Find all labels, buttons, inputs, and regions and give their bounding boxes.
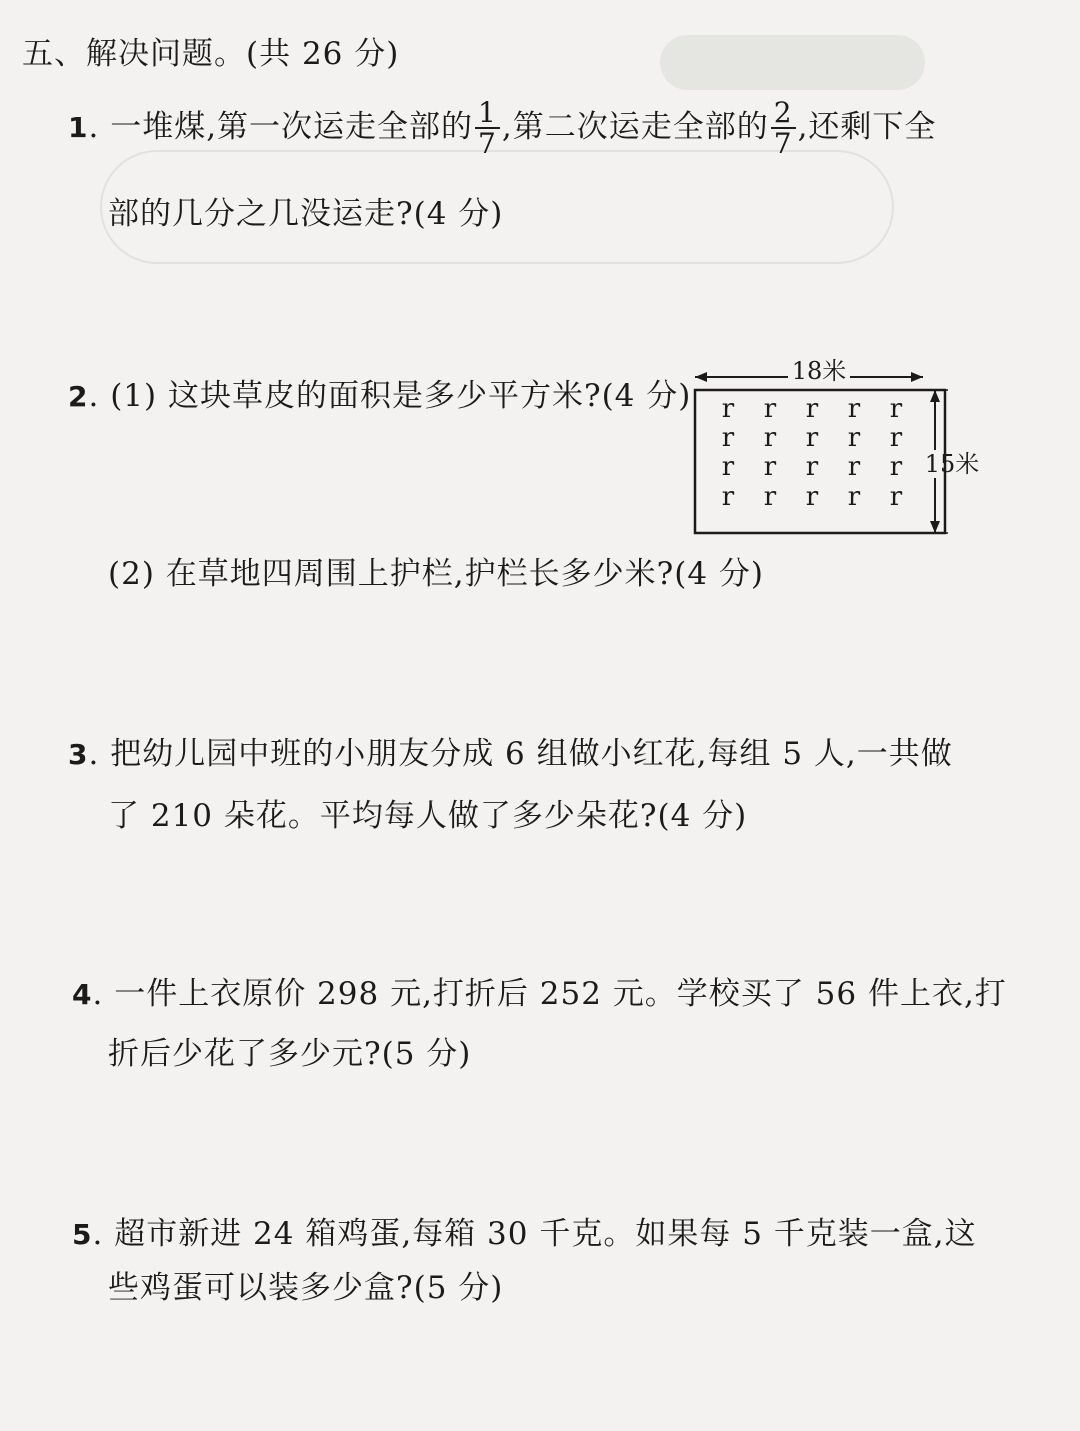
grass-pattern bbox=[722, 394, 903, 512]
section-title: 五、解决问题。(共 26 分) bbox=[22, 36, 400, 72]
grass-mark: r bbox=[763, 394, 777, 424]
problem-2-number: 2 bbox=[68, 380, 89, 413]
grass-mark: r bbox=[847, 394, 861, 424]
problem-3-number: 3 bbox=[68, 738, 89, 771]
grass-mark: r bbox=[889, 452, 903, 482]
problem-4-line-2: 折后少花了多少元?(5 分) bbox=[108, 1036, 472, 1072]
grass-mark: r bbox=[721, 423, 735, 453]
grass-mark: r bbox=[805, 423, 819, 453]
grass-mark: r bbox=[889, 423, 903, 453]
grass-mark: r bbox=[847, 423, 861, 453]
problem-5-line-2: 些鸡蛋可以装多少盒?(5 分) bbox=[108, 1270, 504, 1306]
grass-mark: r bbox=[889, 482, 903, 512]
grass-mark: r bbox=[763, 423, 777, 453]
problem-4-number: 4 bbox=[72, 978, 93, 1011]
fraction-two-sevenths: $\frac{2}{7}$ bbox=[771, 98, 796, 159]
problem-1-line-1: 1. 一堆煤,第一次运走全部的 $\frac{1}{7}$ ,第二次运走全部的 $\frac{2}{7}$ ,还剩下全 bbox=[68, 96, 937, 161]
grass-mark: r bbox=[805, 394, 819, 424]
bleed-through-tab bbox=[660, 35, 925, 90]
grass-mark: r bbox=[805, 452, 819, 482]
fraction-one-seventh: $\frac{1}{7}$ bbox=[475, 98, 500, 159]
problem-2-part-1: 2. (1) 这块草皮的面积是多少平方米?(4 分) bbox=[68, 378, 692, 414]
lawn-diagram bbox=[680, 355, 990, 545]
grass-mark: r bbox=[847, 452, 861, 482]
problem-5-number: 5 bbox=[72, 1218, 93, 1251]
problem-5-line-1: 5. 超市新进 24 箱鸡蛋,每箱 30 千克。如果每 5 千克装一盒,这 bbox=[72, 1216, 977, 1252]
width-arrow-left bbox=[695, 372, 707, 382]
problem-1-number: 1 bbox=[68, 110, 89, 144]
grass-mark: r bbox=[889, 394, 903, 424]
width-arrow-right bbox=[911, 372, 923, 382]
grass-mark: r bbox=[763, 452, 777, 482]
grass-mark: r bbox=[805, 482, 819, 512]
height-arrow-bottom bbox=[930, 521, 940, 533]
grass-mark: r bbox=[721, 394, 735, 424]
problem-3-line-2: 了 210 朵花。平均每人做了多少朵花?(4 分) bbox=[108, 798, 748, 834]
height-label: 15米 bbox=[924, 450, 980, 478]
height-arrow-top bbox=[930, 390, 940, 402]
problem-1-line-2: 部的几分之几没运走?(4 分) bbox=[108, 196, 504, 232]
grass-mark: r bbox=[847, 482, 861, 512]
problem-2-part-2: (2) 在草地四周围上护栏,护栏长多少米?(4 分) bbox=[108, 556, 765, 592]
problem-3-line-1: 3. 把幼儿园中班的小朋友分成 6 组做小红花,每组 5 人,一共做 bbox=[68, 736, 953, 772]
grass-mark: r bbox=[721, 482, 735, 512]
width-label: 18米 bbox=[791, 357, 847, 385]
problem-4-line-1: 4. 一件上衣原价 298 元,打折后 252 元。学校买了 56 件上衣,打 bbox=[72, 976, 1007, 1012]
grass-mark: r bbox=[721, 452, 735, 482]
grass-mark: r bbox=[763, 482, 777, 512]
